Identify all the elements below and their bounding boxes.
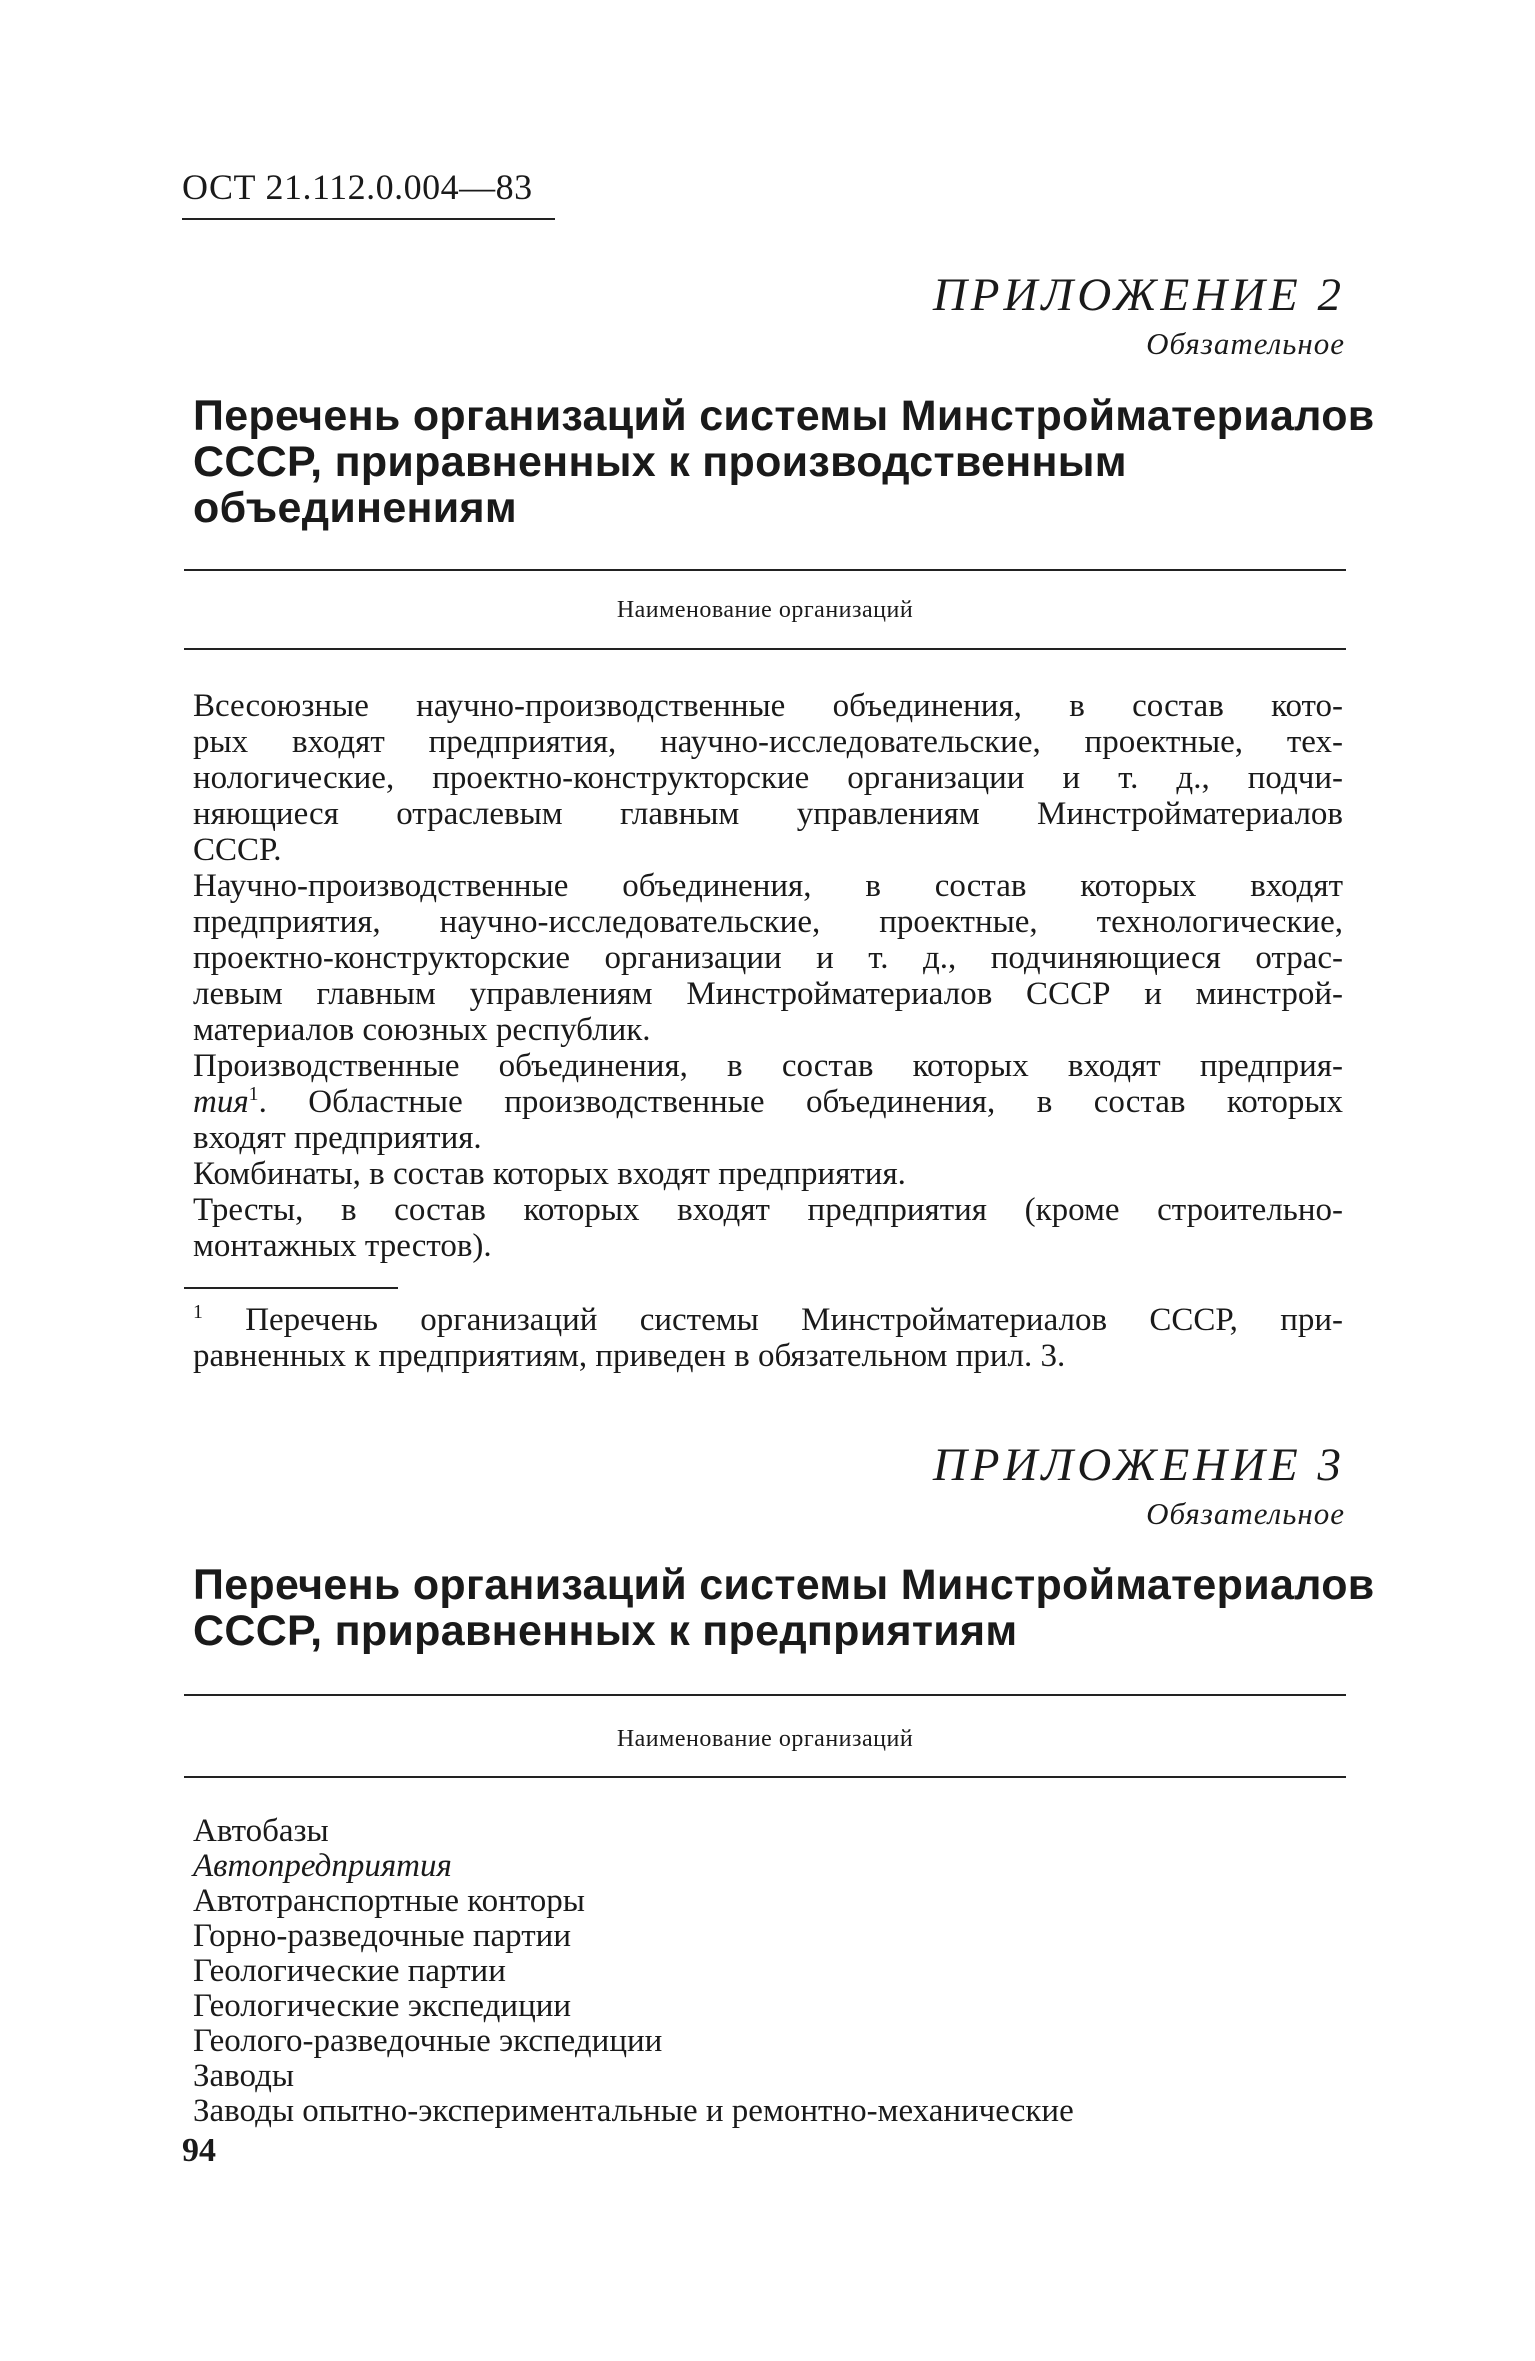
text-fragment: тия [193, 1084, 249, 1120]
column-header: Наименование организаций [616, 1726, 914, 1752]
organization-list [193, 1814, 1074, 2129]
list-item: Заводы опытно-экспериментальные и ремонтно-механические [193, 2093, 1074, 2129]
text-line: предприятия, научно-исследовательские, проектные, технологические, [193, 904, 1343, 940]
text-line [193, 1302, 1343, 1338]
text-line: Комбинаты, в состав которых входят предприятия. [193, 1156, 906, 1192]
text-line: СССР. [193, 832, 282, 868]
column-header: Наименование организаций [616, 597, 914, 623]
table-top-rule [184, 569, 1346, 571]
header-underline [182, 218, 555, 220]
text-line: Всесоюзные научно-производственные объединения, в состав кото- [193, 688, 1343, 724]
list-item: Геологические экспедиции [193, 1988, 572, 2024]
list-item: Геолого-разведочные экспедиции [193, 2023, 663, 2059]
text-line: левым главным управлениям Минстройматериалов СССР и минстрой- [193, 976, 1343, 1012]
entry-paragraph [193, 1048, 1343, 1156]
footnote-marker: 1 [248, 1083, 259, 1105]
list-item: Геологические партии [193, 1953, 506, 1989]
title-line: СССР, приравненных к предприятиям [193, 1607, 1018, 1655]
footnote-marker: 1 [193, 1301, 203, 1323]
list-item: Горно-разведочные партии [193, 1918, 571, 1954]
text-fragment: Перечень организаций системы Минстройматериалов СССР, при- [202, 1302, 1343, 1338]
text-line: Научно-производственные объединения, в состав которых входят [193, 868, 1343, 904]
appendix-2-title [193, 392, 1375, 532]
list-item: Заводы [193, 2058, 295, 2094]
title-line: Перечень организаций системы Минстройматериалов [193, 392, 1375, 440]
entry-paragraph [193, 688, 1343, 868]
table-top-rule [184, 1694, 1346, 1696]
appendix-2-label: ПРИЛОЖЕНИЕ 2 [932, 269, 1345, 321]
footnote-rule [184, 1287, 398, 1289]
text-line: няющиеся отраслевым главным управлениям Минстройматериалов [193, 796, 1343, 832]
text-line: нологические, проектно-конструкторские организации и т. д., подчи- [193, 760, 1343, 796]
appendix-2-status: Обязательное [1146, 326, 1345, 361]
text-line: Производственные объединения, в состав которых входят предприя- [193, 1048, 1343, 1084]
appendix-3-label: ПРИЛОЖЕНИЕ 3 [932, 1439, 1345, 1491]
table-header-rule [184, 648, 1346, 650]
text-line: Тресты, в состав которых входят предприятия (кроме строительно- [193, 1192, 1343, 1228]
appendix-3-title [193, 1561, 1375, 1655]
entry-paragraph [193, 868, 1343, 1048]
text-line: материалов союзных республик. [193, 1012, 651, 1048]
text-line: проектно-конструкторские организации и т. д., подчиняющиеся отрас- [193, 940, 1343, 976]
text-line: входят предприятия. [193, 1120, 482, 1156]
table-header-rule [184, 1776, 1346, 1778]
standard-code: ОСТ 21.112.0.004—83 [182, 167, 533, 207]
text-line: монтажных трестов). [193, 1228, 492, 1264]
list-item: Автобазы [193, 1813, 329, 1849]
title-line: объединениям [193, 484, 518, 532]
text-line [193, 1084, 1343, 1120]
list-item: Автопредприятия [193, 1848, 452, 1884]
entry-paragraph [193, 1192, 1343, 1264]
footnote [193, 1302, 1343, 1374]
text-line: равненных к предприятиям, приведен в обязательном прил. 3. [193, 1338, 1066, 1374]
entry-paragraph [193, 1156, 1343, 1192]
list-item: Автотранспортные конторы [193, 1883, 585, 1919]
title-line: Перечень организаций системы Минстройматериалов [193, 1561, 1375, 1609]
title-line: СССР, приравненных к производственным [193, 438, 1127, 486]
text-line: рых входят предприятия, научно-исследовательские, проектные, тех- [193, 724, 1343, 760]
text-fragment: . Областные производственные объединения, в состав которых [258, 1084, 1343, 1120]
appendix-3-status: Обязательное [1146, 1496, 1345, 1531]
page-number: 94 [182, 2132, 216, 2169]
